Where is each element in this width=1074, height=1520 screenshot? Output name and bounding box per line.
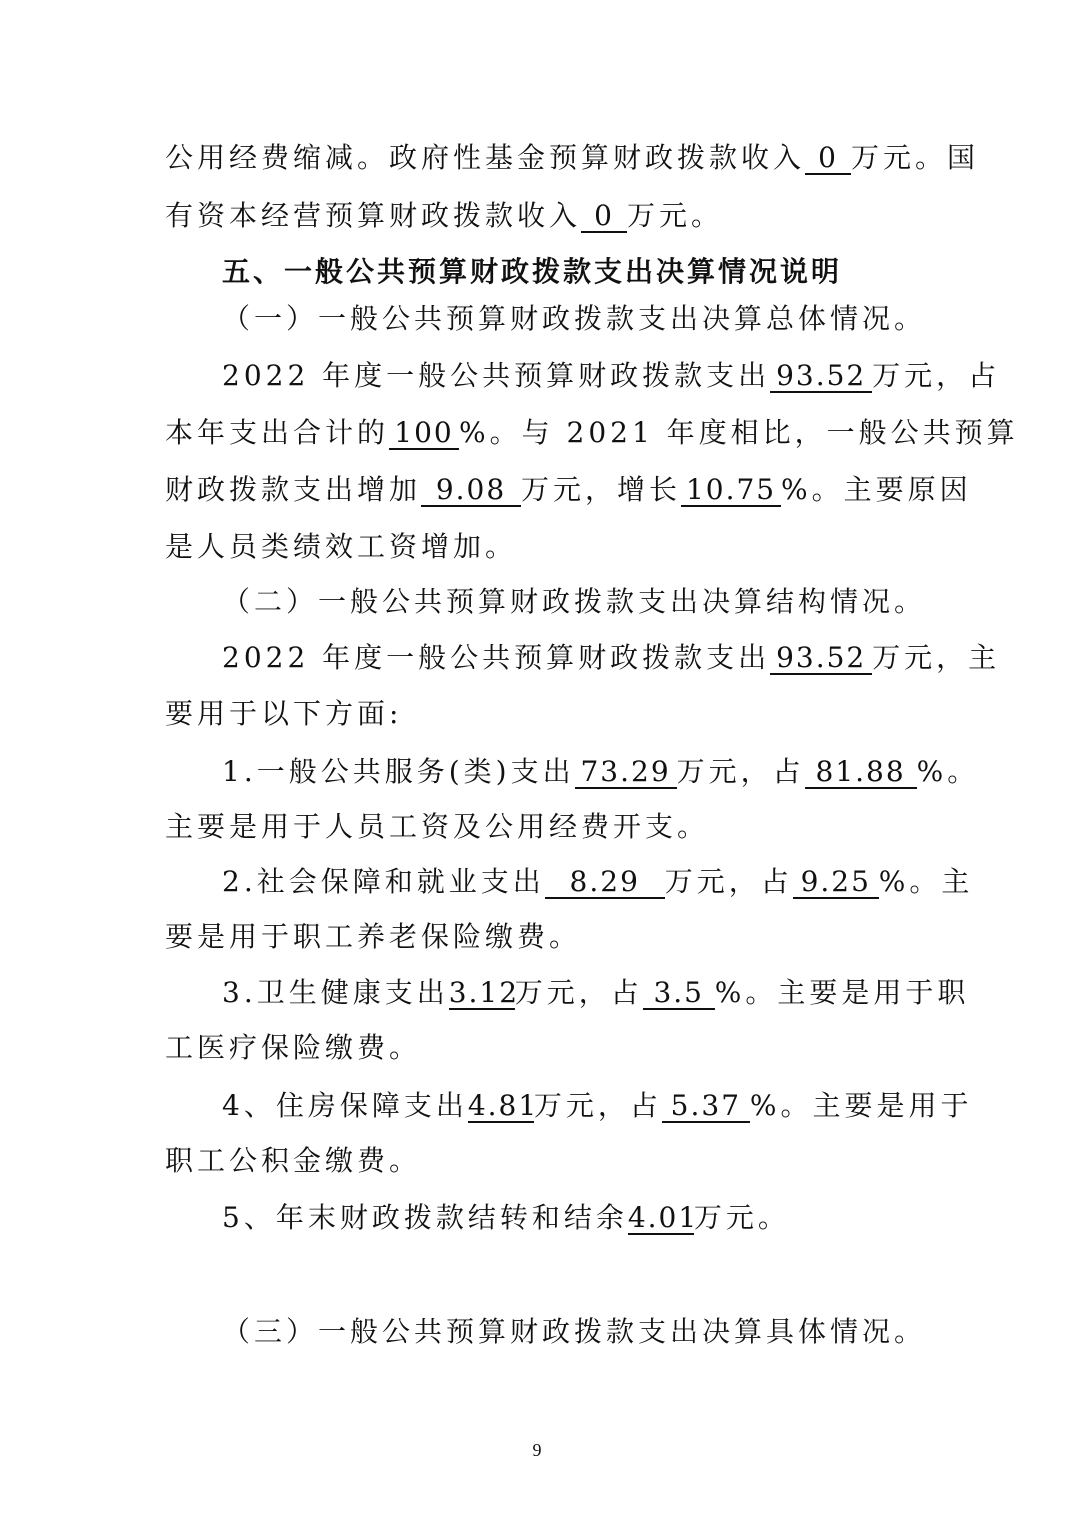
underlined-value: 3.5	[643, 978, 715, 1010]
paragraph-line	[165, 138, 979, 178]
list-item-continuation: 主要是用于人员工资及公用经费开支。	[165, 810, 710, 843]
paragraph-line	[165, 470, 972, 510]
text: %。主要是用于职	[714, 976, 970, 1009]
underlined-value: 5.37	[662, 1091, 750, 1123]
text: 公用经费缩减。政府性基金预算财政拨款收入	[165, 141, 806, 174]
text: 万元，占	[514, 976, 643, 1009]
section-heading: 五、一般公共预算财政拨款支出决算情况说明	[222, 255, 843, 288]
text: 2.社会保障和就业支出	[222, 865, 545, 898]
subsection-title: （一）一般公共预算财政拨款支出决算总体情况。	[222, 302, 927, 335]
underlined-value: 8.29	[545, 867, 665, 899]
text: 2022 年度一般公共预算财政拨款支出	[222, 641, 771, 674]
text: 3.卫生健康支出	[222, 976, 449, 1009]
text: 万元。	[693, 1201, 790, 1234]
text: 万元，占	[664, 865, 793, 898]
paragraph-line	[165, 196, 723, 236]
text: 财政拨款支出增加	[165, 473, 422, 506]
underlined-value: 93.52	[770, 643, 872, 675]
paragraph-line: 是人员类绩效工资增加。	[165, 530, 518, 563]
list-item	[222, 752, 979, 792]
paragraph-line	[222, 638, 1000, 678]
text: 本年支出合计的	[165, 416, 390, 449]
underlined-value: 81.88	[805, 757, 917, 789]
underlined-value: 4.01	[627, 1201, 699, 1234]
text: 5、年末财政拨款结转和结余	[222, 1201, 628, 1234]
list-item-continuation: 职工公积金缴费。	[165, 1144, 422, 1177]
subsection-title: （三）一般公共预算财政拨款支出决算具体情况。	[222, 1315, 927, 1348]
underlined-value: 73.29	[575, 757, 677, 789]
underlined-value: 0	[805, 143, 851, 175]
text: 万元，增长	[521, 473, 682, 506]
list-item	[222, 1086, 972, 1126]
text: 万元，占	[533, 1089, 662, 1122]
text: 万元，占	[676, 755, 805, 788]
subsection-title: （二）一般公共预算财政拨款支出决算结构情况。	[222, 585, 927, 618]
text: 万元，占	[872, 359, 1001, 392]
underlined-value: 3.12	[448, 976, 520, 1009]
text: %。	[916, 755, 980, 788]
page-number: 9	[532, 1440, 542, 1460]
paragraph-line: 要用于以下方面:	[165, 697, 403, 730]
list-item	[222, 1198, 790, 1238]
text: %。主要是用于	[749, 1089, 973, 1122]
text: %。主	[878, 865, 974, 898]
list-item	[222, 862, 973, 902]
list-item-continuation: 要是用于职工养老保险缴费。	[165, 920, 582, 953]
list-item-continuation: 工医疗保险缴费。	[165, 1031, 422, 1064]
paragraph-line	[165, 413, 1019, 453]
text: %。与 2021 年度相比，一般公共预算	[459, 416, 1019, 449]
paragraph-line	[222, 356, 1000, 396]
underlined-value: 10.75	[681, 475, 781, 507]
underlined-value: 9.08	[421, 475, 521, 507]
underlined-value: 100	[389, 418, 459, 450]
text: 4、住房保障支出	[222, 1089, 468, 1122]
underlined-value: 9.25	[793, 867, 879, 899]
underlined-value: 4.81	[467, 1089, 539, 1122]
underlined-value: 93.52	[770, 361, 872, 393]
text: 2022 年度一般公共预算财政拨款支出	[222, 359, 771, 392]
text: %。主要原因	[781, 473, 972, 506]
text: 万元。国	[851, 141, 980, 174]
text: 有资本经营预算财政拨款收入	[165, 199, 582, 232]
text: 万元。	[627, 199, 724, 232]
text: 万元，主	[872, 641, 1001, 674]
text: 1.一般公共服务(类)支出	[222, 755, 575, 788]
list-item	[222, 973, 969, 1013]
underlined-value: 0	[581, 201, 627, 233]
